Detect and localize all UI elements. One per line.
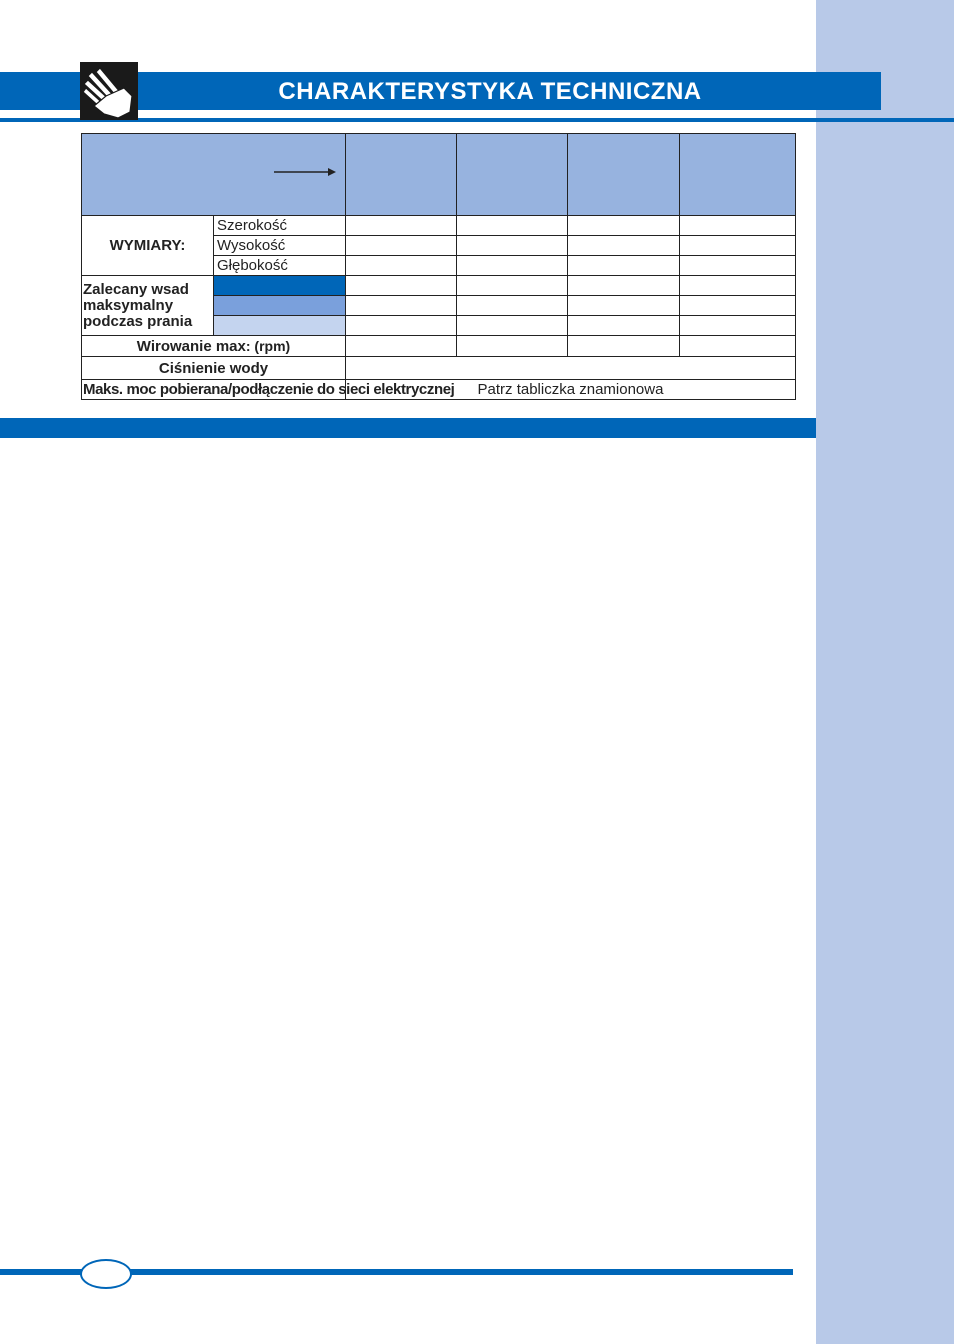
table-cell <box>568 216 680 236</box>
table-cell <box>680 296 796 316</box>
depth-label: Głębokość <box>214 256 346 276</box>
table-cell <box>680 216 796 236</box>
table-header-row <box>82 134 796 216</box>
table-row <box>82 357 796 380</box>
spin-label-cell <box>82 336 346 357</box>
model-col-4 <box>680 134 796 216</box>
table-cell <box>568 336 680 357</box>
side-band <box>816 0 954 1344</box>
table-cell <box>457 336 568 357</box>
table-row <box>82 216 796 236</box>
spec-table <box>81 133 796 400</box>
page-number-oval <box>80 1259 132 1289</box>
model-col-3 <box>568 134 680 216</box>
load-label: Zalecany wsad maksymalny podczas prania <box>82 276 214 336</box>
table-cell <box>346 256 457 276</box>
table-cell <box>568 256 680 276</box>
load-swatch-mid <box>214 296 346 316</box>
dimensions-label: WYMIARY: <box>82 216 214 276</box>
table-cell <box>346 316 457 336</box>
table-cell <box>680 236 796 256</box>
model-col-2 <box>457 134 568 216</box>
table-cell <box>346 276 457 296</box>
table-row <box>82 336 796 357</box>
table-cell <box>568 316 680 336</box>
hand-icon <box>80 62 138 120</box>
table-row <box>82 276 796 296</box>
table-cell <box>457 316 568 336</box>
table-cell <box>346 216 457 236</box>
table-cell <box>457 276 568 296</box>
width-label: Szerokość <box>214 216 346 236</box>
table-cell <box>457 216 568 236</box>
model-col-1 <box>346 134 457 216</box>
spin-unit: : (rpm) <box>245 337 291 354</box>
table-cell <box>680 316 796 336</box>
spin-label: Wirowanie max <box>136 337 246 355</box>
load-swatch-light <box>214 316 346 336</box>
page-title: CHARAKTERYSTYKA TECHNICZNA <box>278 78 702 105</box>
table-cell <box>680 336 796 357</box>
table-cell <box>457 236 568 256</box>
table-cell <box>457 296 568 316</box>
power-label: Maks. moc pobierana/podłączenie do sieci elektrycznej <box>83 381 455 398</box>
table-cell <box>568 276 680 296</box>
table-cell <box>346 296 457 316</box>
height-label: Wysokość <box>214 236 346 256</box>
section-divider-bar <box>0 418 816 438</box>
header-label-cell <box>82 134 346 216</box>
power-value: Patrz tabliczka znamionowa <box>346 380 796 400</box>
table-cell <box>346 236 457 256</box>
water-pressure-value <box>346 357 796 380</box>
table-cell <box>680 256 796 276</box>
table-cell <box>346 336 457 357</box>
table-cell <box>568 236 680 256</box>
header-underline <box>0 118 954 122</box>
load-swatch-dark <box>214 276 346 296</box>
table-cell <box>457 256 568 276</box>
arrow-right-icon <box>274 167 336 177</box>
table-cell <box>568 296 680 316</box>
water-pressure-label: Ciśnienie wody <box>82 357 346 380</box>
table-cell <box>680 276 796 296</box>
table-row <box>82 380 796 400</box>
